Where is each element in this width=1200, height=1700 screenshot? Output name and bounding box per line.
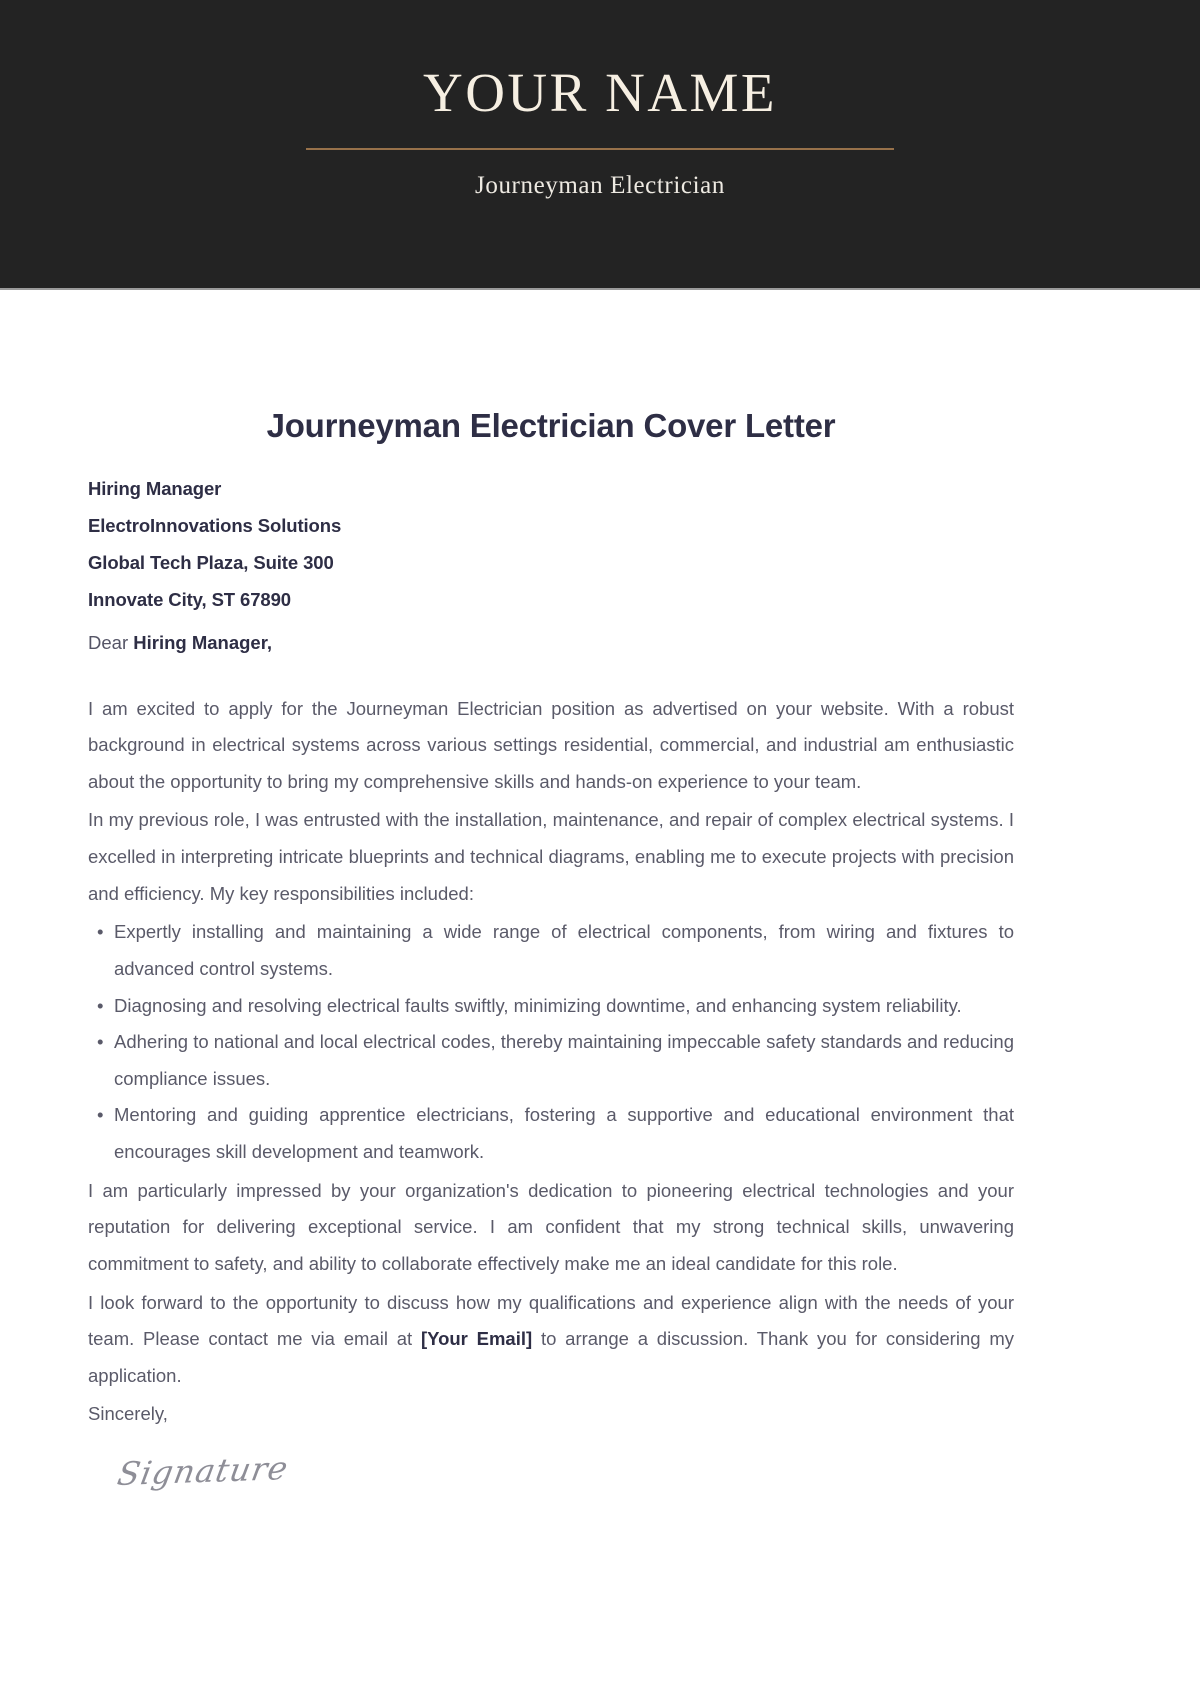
- list-item: [88, 914, 1014, 987]
- paragraph-contact: [88, 1285, 1014, 1395]
- letterhead-divider: [306, 148, 894, 150]
- list-item-text: Diagnosing and resolving electrical faults swiftly, minimizing downtime, and enhancing system reliability.: [114, 994, 962, 1016]
- page-title: Journeyman Electrician Cover Letter: [266, 407, 836, 444]
- salutation: [88, 624, 1014, 661]
- recipient-line: Global Tech Plaza, Suite 300: [88, 551, 334, 573]
- responsibilities-list: [88, 914, 1014, 1170]
- signature-mark: Signature: [114, 1449, 292, 1494]
- closing-salutation: Sincerely,: [88, 1403, 168, 1425]
- salutation-prefix: Dear: [88, 631, 134, 653]
- bullet-icon: •: [97, 994, 104, 1016]
- recipient-line: Hiring Manager: [88, 477, 222, 499]
- bullet-icon: •: [97, 921, 104, 943]
- contact-text-after: to arrange a discussion. Thank you for considering my application.: [88, 1328, 1014, 1386]
- candidate-role: Journeyman Electrician: [475, 171, 725, 199]
- salutation-recipient-name: Hiring Manager,: [133, 631, 273, 653]
- contact-text-before: I look forward to the opportunity to discuss how my qualifications and experience align with the needs of your team. Please contact me via email at: [88, 1291, 1014, 1350]
- letterhead-content: [0, 0, 1200, 200]
- recipient-address-block: [88, 470, 1014, 618]
- paragraph-admiration: I am particularly impressed by your organization's dedication to pioneering electrical technologies and your reputation for delivering exceptional service. I am confident that my strong technical skills, unwavering commitment to safety, and ability to collaborate effectively make me an ideal candidate for this role.: [88, 1179, 1014, 1274]
- list-item-text: Adhering to national and local electrical codes, thereby maintaining impeccable safety standards and reducing compliance issues.: [114, 1031, 1014, 1089]
- letter-body: [88, 406, 1014, 1493]
- recipient-line: ElectroInnovations Solutions: [88, 514, 342, 536]
- bullet-icon: •: [97, 1031, 104, 1053]
- list-item: [88, 988, 1014, 1025]
- list-item-text: Expertly installing and maintaining a wide range of electrical components, from wiring and fixtures to advanced control systems.: [114, 921, 1014, 979]
- letterhead-banner: [0, 0, 1200, 290]
- email-placeholder: [Your Email]: [420, 1328, 533, 1350]
- list-item: [88, 1024, 1014, 1097]
- list-item-text: Mentoring and guiding apprentice electricians, fostering a supportive and educational environment that encourages skill development and teamwork.: [114, 1104, 1014, 1163]
- list-item: [88, 1097, 1014, 1170]
- bullet-icon: •: [97, 1104, 104, 1126]
- recipient-line: Innovate City, ST 67890: [88, 588, 291, 610]
- paragraph-intro: I am excited to apply for the Journeyman Electrician position as advertised on your website. With a robust background in electrical systems across various settings residential, commercial, and industrial am enthusiastic about the opportunity to bring my comprehensive skills and hands-on experience to your team.: [88, 697, 1014, 792]
- candidate-name: YOUR NAME: [422, 62, 778, 123]
- paragraph-experience: In my previous role, I was entrusted with the installation, maintenance, and repair of complex electrical systems. I excelled in interpreting intricate blueprints and technical diagrams, enabling me to execute projects with precision and efficiency. My key responsibilities included:: [88, 809, 1014, 904]
